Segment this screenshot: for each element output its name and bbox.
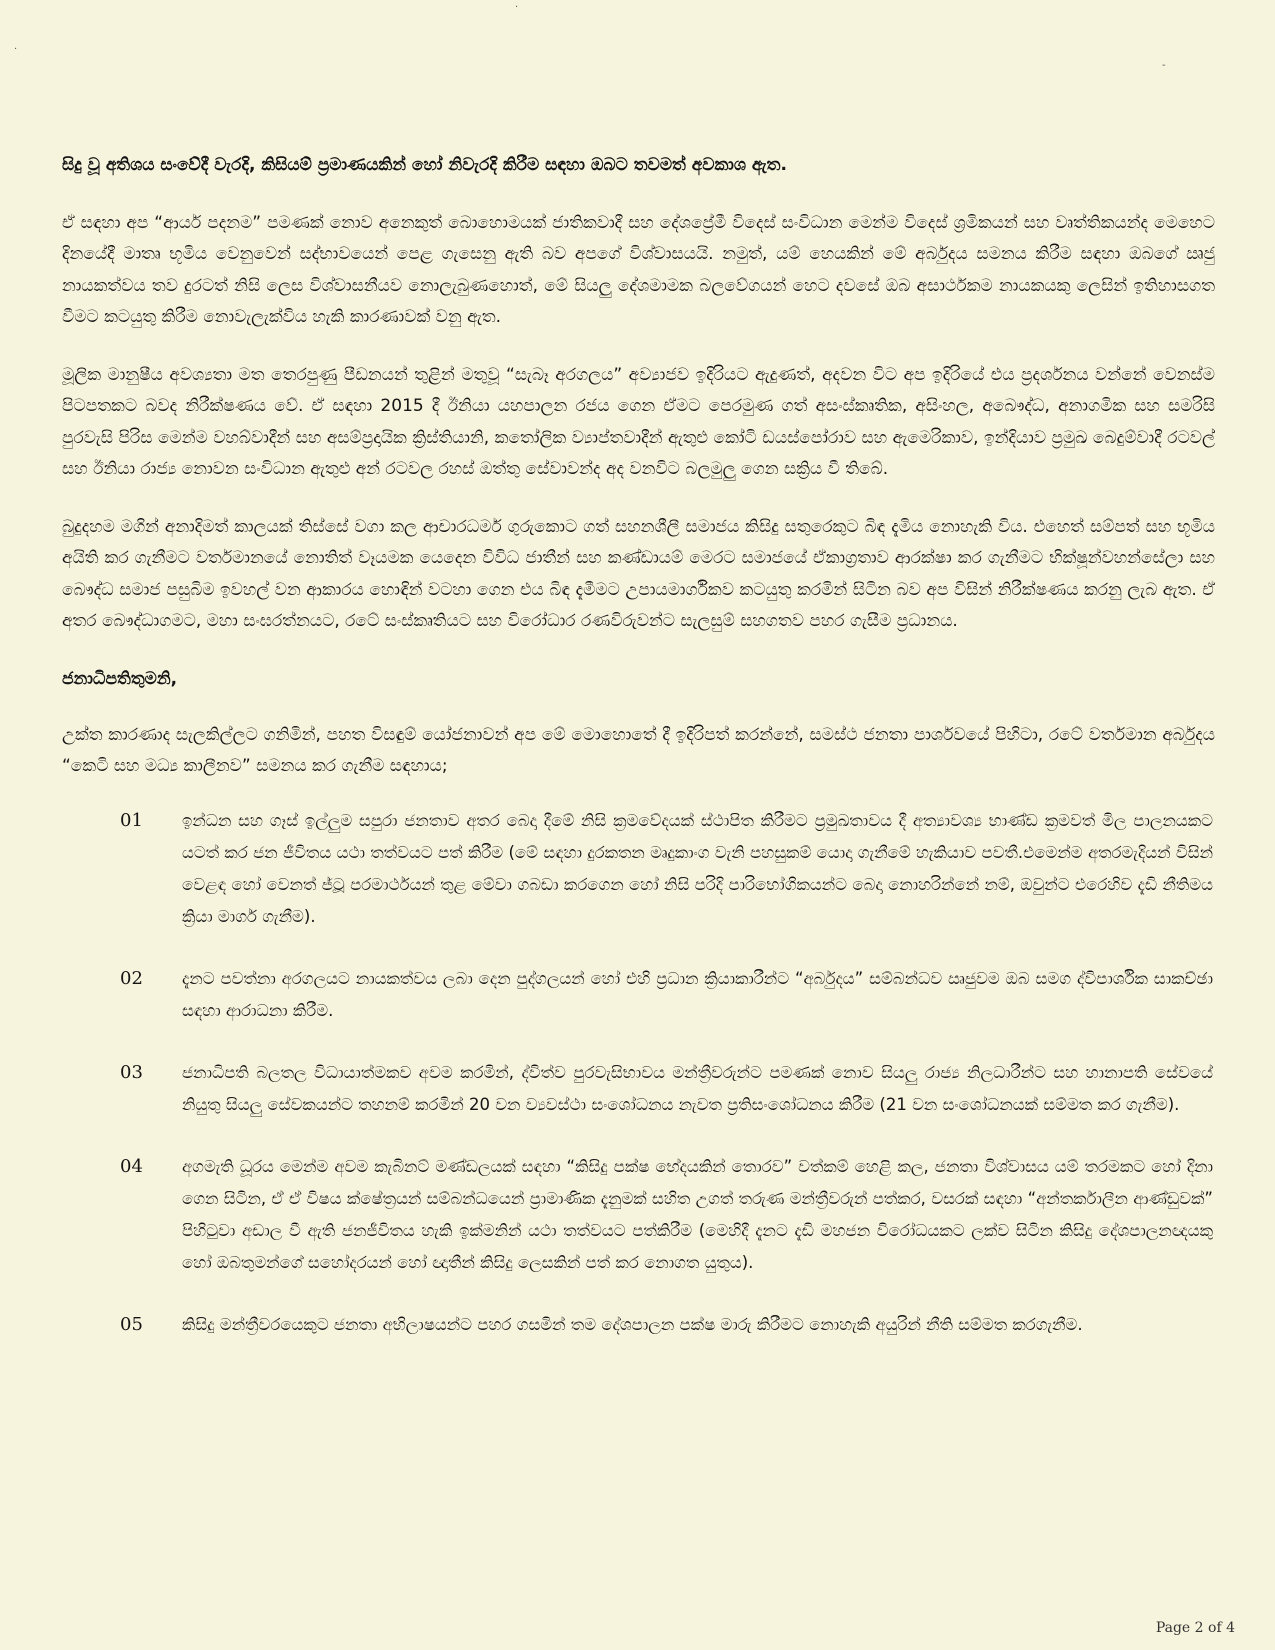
item-text: ජනාධිපති බලතල විධායාත්මකව අවම කරමින්, ද්විත්ව පුරවැසිභාවය මන්ත්‍රීවරුන්ට පමණක් නොව සියලු රාජ්‍ය නිලධාරීන්ට සහ හානාපති සේවයේ නියුතු සියලු සේවකයන්ට තහනම් කරමින් 20 වන ව්‍යවස්ථා සංශෝධනය නැවත ප්‍රතිසංශෝධනය කිරීම (21 වන සංශෝධනයක් සම්මත කර ගැනීම).	[182, 1062, 1213, 1114]
item-number: 04	[120, 1155, 143, 1177]
item-number: 01	[120, 809, 143, 831]
item-text: දැනට පවත්නා අරගලයට නායකත්වය ලබා දෙන පුද්ගලයන් හෝ එහි ප්‍රධාන ක්‍රියාකාරීන්ට “අර්බුදය” සම්බන්ධව ඍජුවම ඔබ සමග ද්විපාර්ශික සාකච්ඡා සඳහා ආරාධනා කිරීම.	[182, 968, 1213, 1020]
list-item	[62, 963, 1215, 1027]
list-item	[62, 1151, 1215, 1279]
list-item	[62, 805, 1215, 933]
proposal-list	[62, 805, 1215, 1341]
page-number: Page 2 of 4	[1155, 1620, 1235, 1636]
body-paragraph: ඒ සඳහා අප “ආර්ය පදනම” පමණක් නොව අනෙකුත් බොහොමයක් ජාතිකවාදී සහ දේශප්‍රේමී විදෙස් සංවිධාන මෙන්ම විදෙස් ශ්‍රමිකයන් සහ වෘත්තිකයන්ද මෙහෙට දිනයේදී මාතෘ භූමිය වෙනුවෙන් සද්භාවයෙන් පෙළ ගැසෙනු ඇති බව අපගේ විශ්වාසයයි. නමුත්, යම් හෙයකින් මේ අර්බුදය සමනය කිරීම සඳහා ඔබගේ ඍජු නායකත්වය තව දුරටත් නිසි ලෙස විශ්වාසනීයව නොලැබුණහොත්, මේ සියලු දේශමාමක බලවේගයන් හෙට දවසේ ඔබ අසාර්ථකම නායකයකු ලෙසින් ඉතිහාසගත වීමට කටයුතු කිරීම නොවැලැක්විය හැකි කාරණාවක් වනු ඇත.	[62, 212, 1215, 327]
salutation: ජනාධිපතිතුමනි,	[62, 668, 178, 689]
scan-mark: -	[1162, 60, 1166, 71]
item-number: 03	[120, 1061, 143, 1083]
item-number: 05	[120, 1313, 143, 1335]
scan-mark: ·	[14, 44, 18, 55]
item-text: ඉන්ධන සහ ගෑස් ඉල්ලුම සපුරා ජනතාව අතර බෙදා දීමේ නිසි ක්‍රමවේදයක් ස්ථාපිත කිරීමට ප්‍රමුඛතාවය දී අත්‍යාවශ්‍ය භාණ්ඩ ක්‍රමවත් මිල පාලනයකට යටත් කර ජන ජීවිතය යථා තත්වයට පත් කිරීම (මේ සඳහා දුරකතන මෘදුකාංග වැනි පහසුකම් යොදා ගැනීමේ හැකියාව පවතී.එමෙන්ම අතරමැදියන් විසින් වෙළඳ හෝ වෙනත් ජ්‍ටූ පරමාර්ථයන් තුළ මේවා ගබඩා කරගෙන හෝ නිසි පරිදි පාරිභෝගිකයන්ට බෙදා නොහරින්නේ නම්, ඔවුන්ට එරෙහිව දැඩි නීතිමය ක්‍රියා මාර්ග ගැනීම).	[182, 810, 1213, 926]
body-paragraph: මූලික මානුෂීය අවශ්‍යතා මත තෙරපුණු පීඩනයන් තුළින් මතුවූ “සැබෑ අරගලය” අව්‍යාජව ඉදිරියට ඇදුණත්, අදවන විට අප ඉදිරියේ එය ප්‍රදර්ශනය වන්නේ වෙනස්ම පිටපතකට බවද නිරීක්ෂණය වේ. ඒ සඳහා 2015 දී ඊනියා යහපාලන රජය ගෙන ඒමට පෙරමුණ ගත් අසංස්කෘතික, අසිංහල, අබෞද්ධ, අනාගමික සහ සමරිසි පුරවැසි පිරිස මෙන්ම වහබ්වාදීන් සහ අසම්ප්‍රදායික ක්‍රිස්තියානි, කතෝලික ව්‍යාප්තවාදීන් ඇතුළු කෝටි ඩයස්පෝරාව සහ ඇමෙරිකාව, ඉන්දියාව ප්‍රමුඛ බෙදුම්වාදී රටවල් සහ ඊනියා රාජ්‍ය නොවන සංවිධාන ඇතුළු අන් රටවල රහස් ඔත්තු සේවාවන්ද අද වනවිට බලමුලු ගෙන සක්‍රිය වී තිබේ.	[62, 364, 1215, 479]
body-paragraph: බුදුදහම මගින් අනාදිමත් කාලයක් තිස්සේ වගා කල ආචාරධර්ම ගුරුකොට ගත් සහනශීලී සමාජය කිසිදු සතුරෙකුට බිඳ දැමිය නොහැකි විය. එහෙත් සම්පත් සහ භූමිය අයිති කර ගැනීමට වර්තමානයේ නොතිත් වෑයමක යෙදෙන විවිධ ජාතීන් සහ කණ්ඩායම් මෙරට සමාජයේ ඒකාග්‍රතාව ආරක්ෂා කර ගැනීමට භික්ෂූන්වහන්සේලා සහ බෞද්ධ සමාජ පසුබිම ඉවහල් වන ආකාරය හොඳින් වටහා ගෙන එය බිඳ දැමීමට උපායමාර්ගිකව කටයුතු කරමින් සිටින බව අප විසින් නිරීක්ෂණය කරනු ලැබ ඇත. ඒ අතර බෞද්ධාගමට, මහා සංඝරත්නයට, රටේ සංස්කෘතියට සහ විරෝධාර රණවිරුවන්ට සැලසුම් සහගතව පහර ගැසීම ප්‍රධානය.	[62, 516, 1215, 631]
scan-mark: ·	[515, 2, 519, 13]
item-number: 02	[120, 967, 143, 989]
list-item	[62, 1057, 1215, 1121]
list-item	[62, 1309, 1215, 1341]
item-text: කිසිදු මන්ත්‍රීවරයෙකුට ජනතා අභිලාෂයන්ට පහර ගසමින් තම දේශපාලන පක්ෂ මාරු කිරීමට නොහැකි අයුරින් නීති සම්මත කරගැනීම.	[182, 1314, 1083, 1334]
intro-paragraph: සිදු වූ අතිශය සංවේදී වැරදි, කිසියම් ප්‍රමාණයකින් හෝ නිවැරදි කිරීම සඳහා ඔබට තවමත් අවකාශ ඇත.	[62, 155, 787, 175]
item-text: අගමැති ධූරය මෙන්ම අවම කැබිනට් මණ්ඩලයක් සඳහා “කිසිදු පක්ෂ භේදයකින් තොරව” වත්කම් හෙළි කල, ජනතා විශ්වාසය යම් තරමකට හෝ දිනා ගෙන සිටින, ඒ ඒ විෂය ක්ෂේත්‍රයන් සම්බන්ධයෙන් ප්‍රාමාණික දැනුමක් සහිත උගත් තරුණ මන්ත්‍රීවරුන් පත්කර, වසරක් සඳහා “අන්තර්කාලීන ආණ්ඩුවක්” පිහිටුවා අඩාල වී ඇති ජනජීවිතය හැකි ඉක්මනින් යථා තත්වයට පත්කිරීම (මෙහිදී දැනට දැඩි මහජන විරෝධයකට ලක්ව සිටින කිසිදු දේශපාලනඥයකු හෝ ඔබතුමන්ගේ සහෝදරයන් හෝ ඥාතීන් කිසිදු ලෙසකින් පත් කර නොගත යුතුය).	[182, 1156, 1213, 1272]
lead-paragraph: උක්ත කාරණාද සැලකිල්ලට ගනිමින්, පහත විසඳුම් යෝජනාවන් අප මේ මොහොතේ දී ඉදිරිපත් කරන්නේ, සමස්ථ ජනතා පාර්ශවයේ පිහිටා, රටේ වර්තමාන අර්බුදය “කෙටි සහ මධ්‍ය කාලීනව” සමනය කර ගැනීම සඳහාය;	[62, 724, 1215, 776]
